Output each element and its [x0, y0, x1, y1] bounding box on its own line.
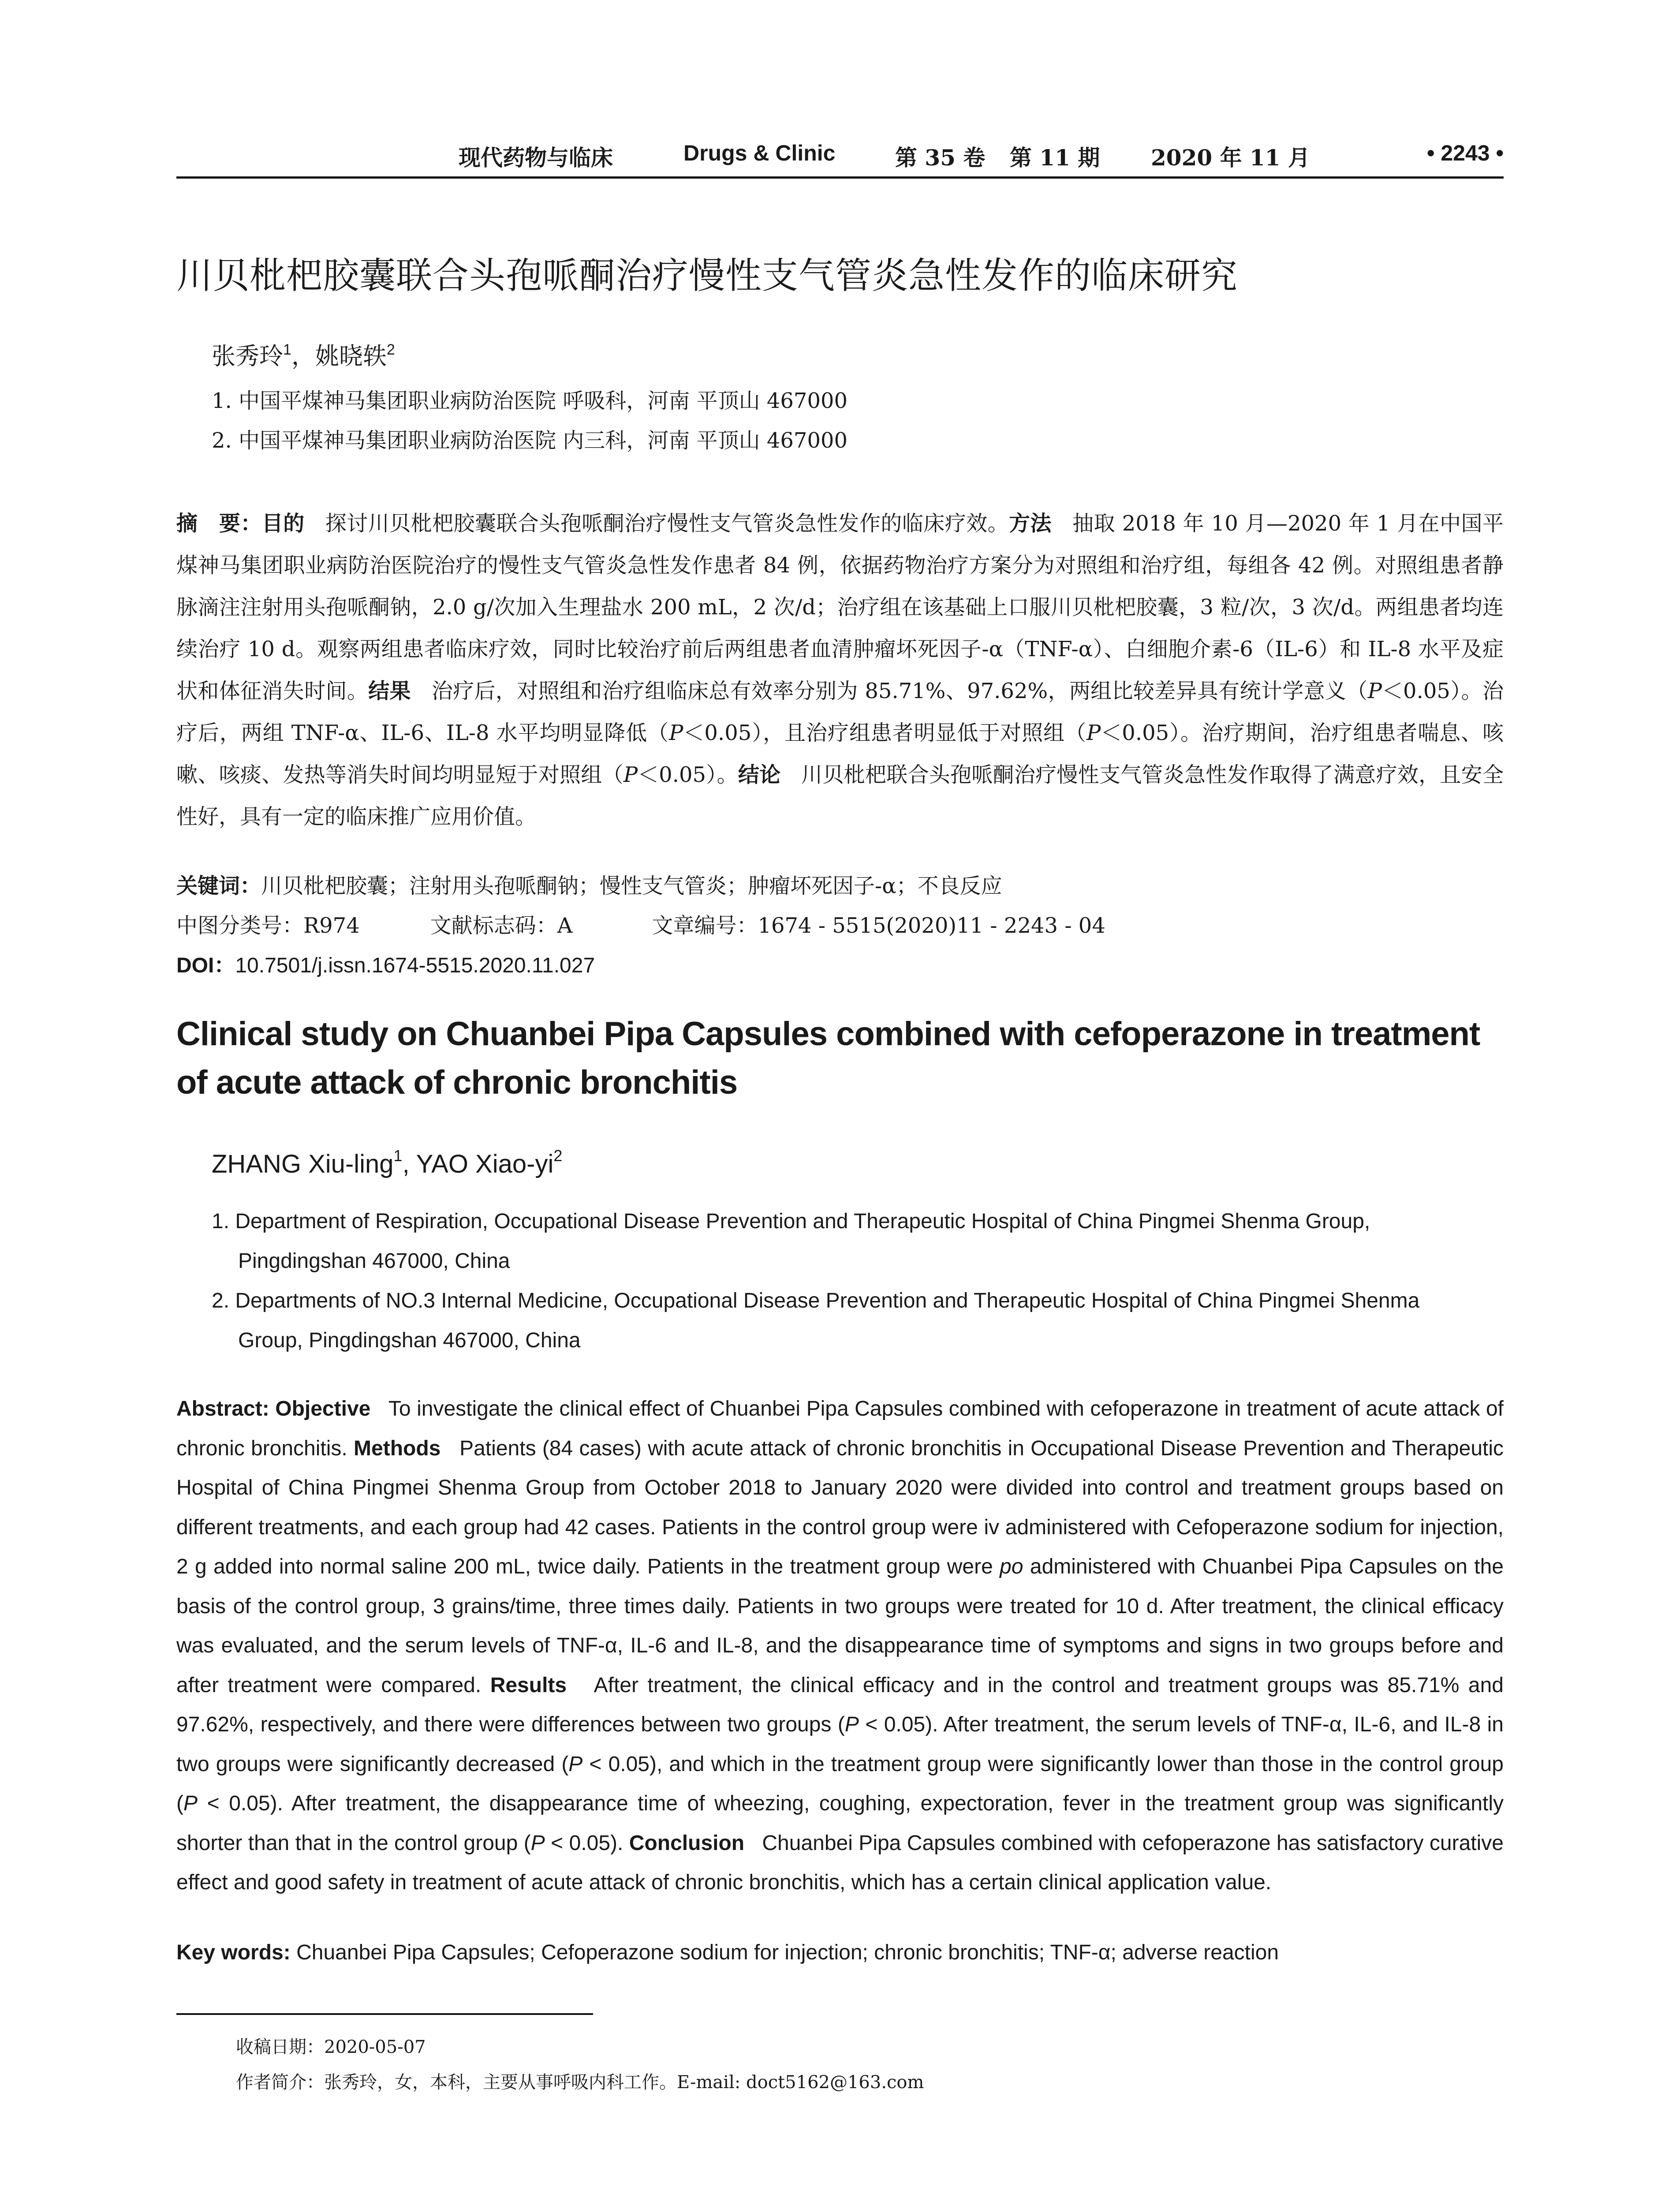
journal-name-en: Drugs & Clinic	[683, 141, 836, 165]
abstract-label-cn: 摘 要：	[176, 511, 262, 536]
abstract-label-en: Abstract:	[176, 1397, 269, 1420]
affiliation-2-cn: 2. 中国平煤神马集团职业病防治医院 内三科，河南 平顶山 467000	[212, 428, 848, 453]
footnote-rule	[176, 2013, 593, 2015]
page-number: • 2243 •	[1426, 141, 1504, 165]
affiliation-2-en: 2. Departments of NO.3 Internal Medicine, Occupational Disease Prevention and Therapeutic Hospital of China Pingmei Shenma Group, Pingdingshan 467000, China	[212, 1289, 1420, 1352]
authors-cn: 张秀玲$^1$，姚晓轶$^2$	[212, 341, 395, 370]
author-1-cn: 张秀玲	[212, 342, 283, 370]
classification-line	[176, 908, 1105, 939]
author-1-en: ZHANG Xiu-ling	[212, 1150, 394, 1178]
title-en: Clinical study on Chuanbei Pipa Capsules combined with cefoperazone in treatment of acute attack of chronic bronchitis	[176, 1015, 1480, 1101]
author-2-cn: 姚晓轶	[315, 342, 387, 370]
clc-number: 中图分类号：R974	[176, 913, 360, 938]
issue: 第 11 期	[1010, 145, 1100, 171]
volume: 第 35 卷	[895, 145, 986, 171]
journal-name-cn: 现代药物与临床	[459, 145, 613, 171]
keywords-en: Key words: Chuanbei Pipa Capsules; Cefoperazone sodium for injection; chronic bronchitis; TNF-α; adverse reaction	[176, 1941, 1279, 1964]
doi-line: DOI：10.7501/j.issn.1674-5515.2020.11.027	[176, 954, 595, 977]
article-number: 文章编号：1674 - 5515(2020)11 - 2243 - 04	[652, 913, 1105, 938]
affiliation-1-en: 1. Department of Respiration, Occupational Disease Prevention and Therapeutic Hospital of China Pingmei Shenma Group, Pingdingshan 467000, China	[212, 1210, 1370, 1273]
received-date: 收稿日期：2020-05-07	[236, 2037, 426, 2057]
keywords-cn: 关键词：川贝枇杷胶囊；注射用头孢哌酮钠；慢性支气管炎；肿瘤坏死因子-α；不良反应	[176, 874, 1002, 898]
doi[interactable]: 10.7501/j.issn.1674-5515.2020.11.027	[235, 954, 595, 977]
authors-en: ZHANG Xiu-ling$^1$, YAO Xiao-$yi^2$	[212, 1147, 563, 1178]
abstract-cn: 摘 要：目的 探讨川贝枇杷胶囊联合头孢哌酮治疗慢性支气管炎急性发作的临床疗效。方法 抽取 2018 年 10 月—2020 年 1 月在中国平煤神马集团职业病防治医院治疗的慢性支气管炎急性发作患者 84 例，依据药物治疗方案分为对照组和治疗组，每组各 42 例。对照组患者静脉滴注注射用头孢哌酮钠，2.0 g/次加入生理盐水 200 mL，2 次/d；治疗组在该基础上口服川贝枇杷胶囊，3 粒/次，3 次/d。两组患者均连续治疗 10 d。观察两组患者临床疗效，同时比较治疗前后两组患者血清肿瘤坏死因子-α（TNF-α）、白细胞介素-6（IL-6）和 IL-8 水平及症状和体征消失时间。结果 治疗后，对照组和治疗组临床总有效率分别为 85.71%、97.62%，两组比较差异具有统计学意义（P＜0.05）。治疗后，两组 TNF-α、IL-6、IL-8 水平均明显降低（P＜0.05），且治疗组患者明显低于对照组（P＜0.05）。治疗期间，治疗组患者喘息、咳嗽、咳痰、发热等消失时间均明显短于对照组（P＜0.05）。结论 川贝枇杷联合头孢哌酮治疗慢性支气管炎急性发作取得了满意疗效，且安全性好，具有一定的临床推广应用价值。	[176, 511, 1504, 829]
issue-date: 2020 年 11 月	[1151, 145, 1310, 171]
author-2-en: YAO Xiao-yi	[416, 1150, 554, 1178]
affiliation-1-cn: 1. 中国平煤神马集团职业病防治医院 呼吸科，河南 平顶山 467000	[212, 389, 848, 413]
author-bio: 作者简介：张秀玲，女，本科，主要从事呼吸内科工作。E-mail: doct5162@163.com	[236, 2072, 924, 2093]
abstract-en: Abstract: Objective To investigate the clinical effect of Chuanbei Pipa Capsules combined with cefoperazone in treatment of acute attack of chronic bronchitis. Methods Patients (84 cases) with acute attack of chronic bronchitis in Occupational Disease Prevention and Therapeutic Hospital of China Pingmei Shenma Group from October 2018 to January 2020 were divided into control and treatment groups based on different treatments, and each group had 42 cases. Patients in the control group were iv administered with Cefoperazone sodium for injection, 2 g added into normal saline 200 mL, twice daily. Patients in the treatment group were po administered with Chuanbei Pipa Capsules on the basis of the control group, 3 grains/time, three times daily. Patients in two groups were treated for 10 d. After treatment, the clinical efficacy was evaluated, and the serum levels of TNF-α, IL-6 and IL-8, and the disappearance time of symptoms and signs in two groups before and after treatment were compared. Results After treatment, the clinical efficacy and in the control and treatment groups was 85.71% and 97.62%, respectively, and there were differences between two groups (P < 0.05). After treatment, the serum levels of TNF-α, IL-6, and IL-8 in two groups were significantly decreased (P < 0.05), and which in the treatment group were significantly lower than those in the control group (P < 0.05). After treatment, the disappearance time of wheezing, coughing, expectoration, fever in the treatment group was significantly shorter than that in the control group (P < 0.05). Conclusion Chuanbei Pipa Capsules combined with cefoperazone has satisfactory curative effect and good safety in treatment of acute attack of chronic bronchitis, which has a certain clinical application value.	[176, 1397, 1504, 1894]
title-cn: 川贝枇杷胶囊联合头孢哌酮治疗慢性支气管炎急性发作的临床研究	[176, 255, 1238, 297]
running-header	[176, 140, 1504, 176]
header-rule	[176, 176, 1504, 179]
document-code: 文献标志码：A	[430, 913, 573, 938]
